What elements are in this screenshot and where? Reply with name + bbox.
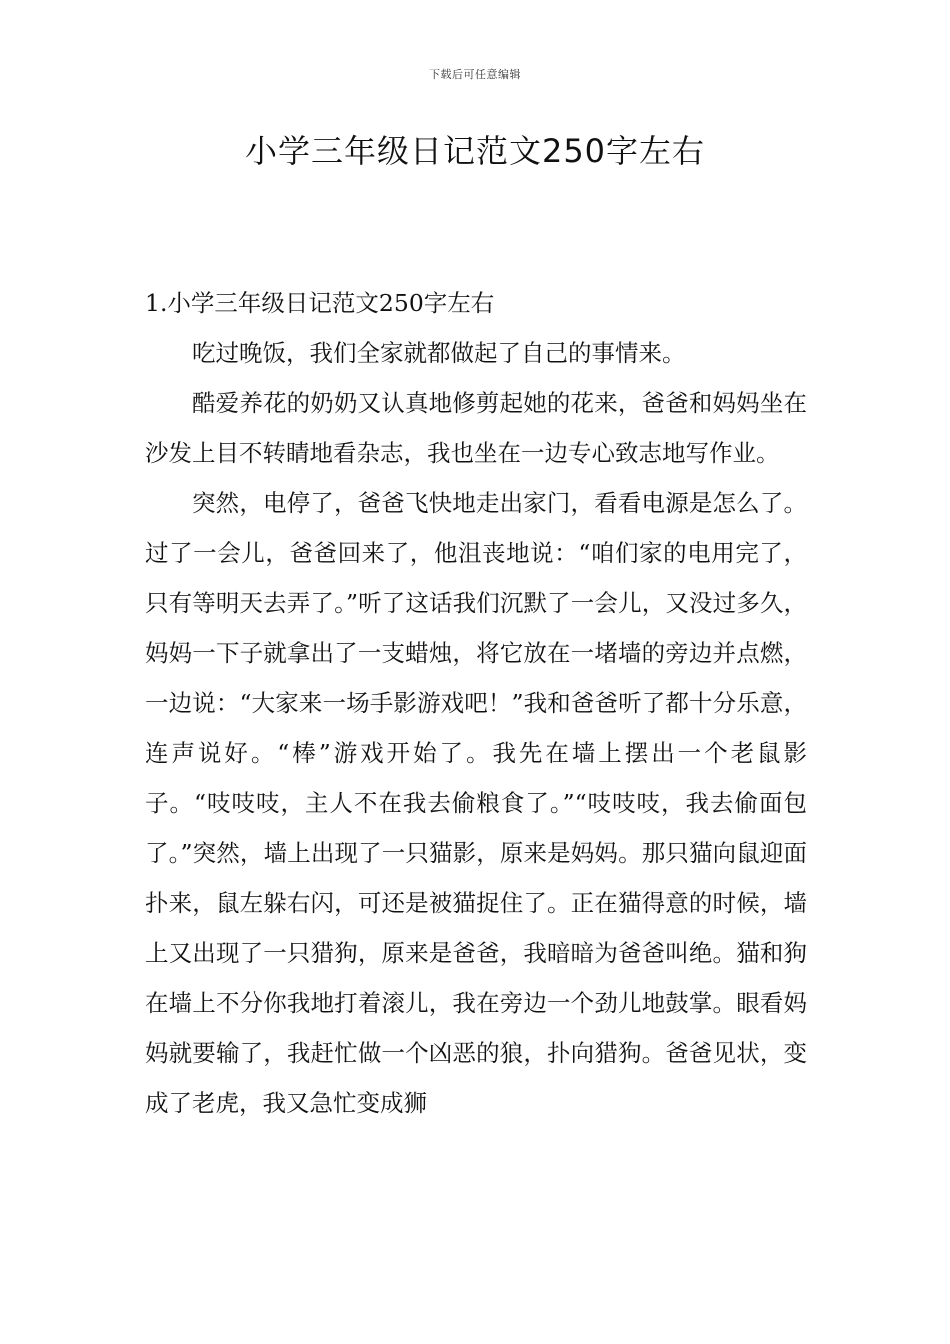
paragraph-3: 突然，电停了，爸爸飞快地走出家门，看看电源是怎么了。过了一会儿，爸爸回来了，他沮丧地说：“咱们家的电用完了，只有等明天去弄了。”听了这话我们沉默了一会儿，又没过多久，妈妈一下子就拿出了一支蜡烛，将它放在一堵墙的旁边并点燃，一边说：“大家来一场手影游戏吧！”我和爸爸听了都十分乐意，连声说好。“棒”游戏开始了。我先在墙上摆出一个老鼠影子。“吱吱吱，主人不在我去偷粮食了。”“吱吱吱，我去偷面包了。”突然，墙上出现了一只猫影，原来是妈妈。那只猫向鼠迎面扑来，鼠左躲右闪，可还是被猫捉住了。正在猫得意的时候，墙上又出现了一只猎狗，原来是爸爸，我暗暗为爸爸叫绝。猫和狗在墙上不分你我地打着滚儿，我在旁边一个劲儿地鼓掌。眼看妈妈就要输了，我赶忙做一个凶恶的狼，扑向猎狗。爸爸见状，变成了老虎，我又急忙变成狮 (145, 489, 807, 1117)
document-title: 小学三年级日记范文250字左右 (244, 132, 706, 170)
paragraph-1: 吃过晚饭，我们全家就都做起了自己的事情来。 (192, 339, 686, 367)
paragraph-2: 酷爱养花的奶奶又认真地修剪起她的花来，爸爸和妈妈坐在沙发上目不转睛地看杂志，我也坐在一边专心致志地写作业。 (145, 389, 807, 467)
header-note: 下载后可任意编辑 (429, 68, 521, 81)
document-body (145, 278, 807, 1128)
section-heading: 1.小学三年级日记范文250字左右 (145, 289, 495, 317)
